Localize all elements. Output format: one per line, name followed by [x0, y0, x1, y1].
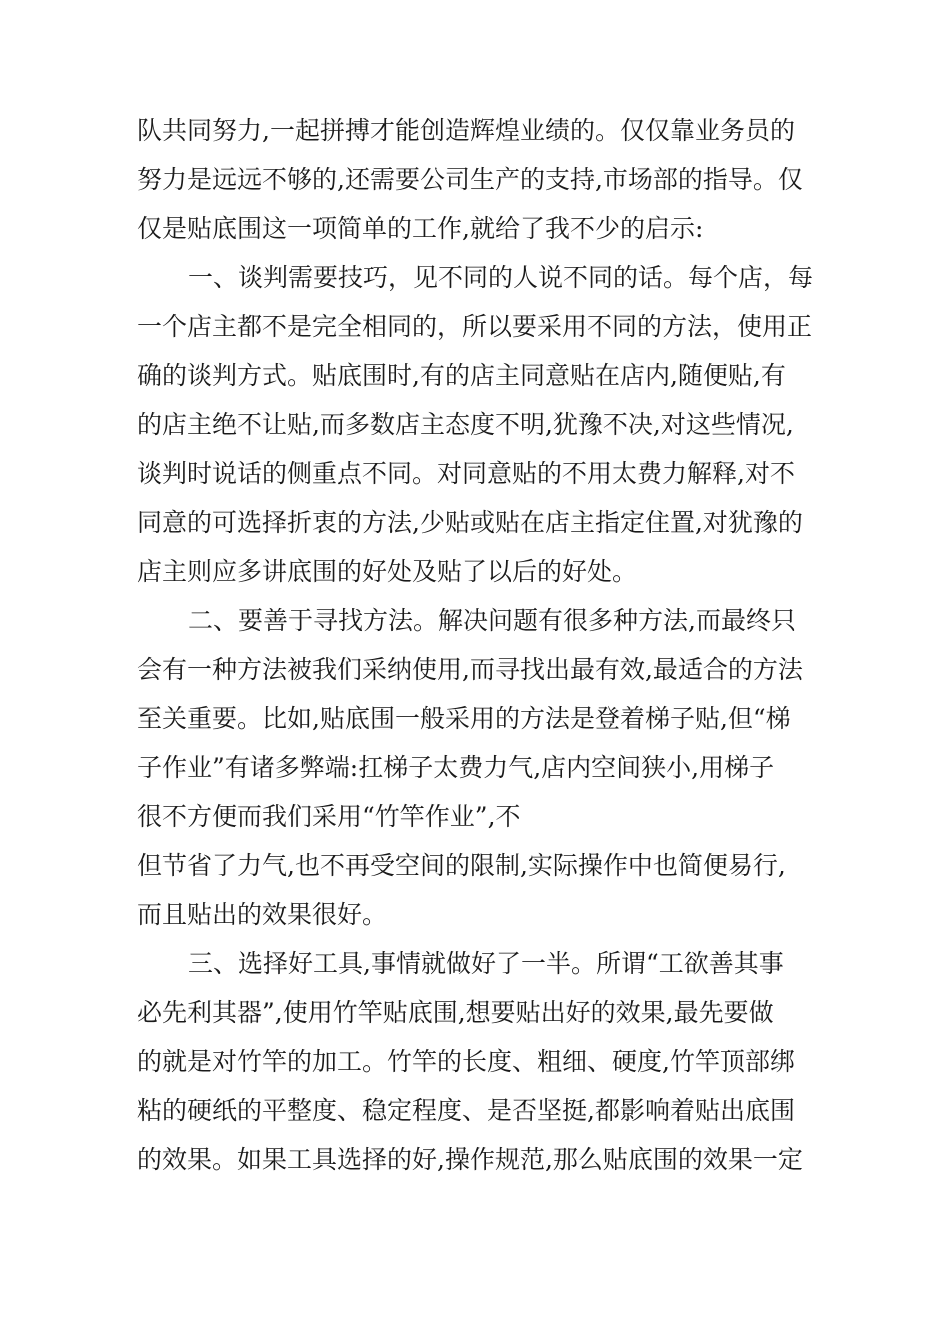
text-line: 但节省了力气,也不再受空间的限制,实际操作中也简便易行,	[137, 851, 786, 880]
text-line: 很不方便而我们采用“竹竿作业”,不	[137, 802, 521, 831]
text-line: 的店主绝不让贴,而多数店主态度不明,犹豫不决,对这些情况,	[137, 410, 794, 439]
text-line: 店主则应多讲底围的好处及贴了以后的好处。	[137, 557, 638, 586]
paragraph-two-start: 二、要善于寻找方法。解决问题有很多种方法,而最终只	[188, 606, 796, 635]
paragraph-three-start: 三、选择好工具,事情就做好了一半。所谓“工欲善其事	[188, 949, 784, 978]
text-line: 会有一种方法被我们采纳使用,而寻找出最有效,最适合的方法	[137, 655, 803, 684]
text-line: 粘的硬纸的平整度、稳定程度、是否坚挺,都影响着贴出底围	[137, 1096, 795, 1125]
text-line: 队共同努力,一起拼搏才能创造辉煌业绩的。仅仅靠业务员的	[137, 116, 795, 145]
text-line: 谈判时说话的侧重点不同。对同意贴的不用太费力解释,对不	[137, 459, 795, 488]
text-line: 而且贴出的效果很好。	[137, 900, 388, 929]
text-line: 努力是远远不够的,还需要公司生产的支持,市场部的指导。仅	[137, 165, 803, 194]
text-line: 的就是对竹竿的加工。竹竿的长度、粗细、硬度,竹竿顶部绑	[137, 1047, 795, 1076]
body-text	[137, 106, 837, 1184]
paragraph-one-start: 一、谈判需要技巧，见不同的人说不同的话。每个店，每	[188, 263, 814, 292]
text-line: 子作业”有诸多弊端:扛梯子太费力气,店内空间狭小,用梯子	[137, 753, 775, 782]
text-line: 确的谈判方式。贴底围时,有的店主同意贴在店内,随便贴,有	[137, 361, 786, 390]
text-line: 仅是贴底围这一项简单的工作,就给了我不少的启示:	[137, 214, 704, 243]
text-line: 至关重要。比如,贴底围一般采用的方法是登着梯子贴,但“梯	[137, 704, 791, 733]
text-line: 的效果。如果工具选择的好,操作规范,那么贴底围的效果一定	[137, 1145, 803, 1174]
text-line: 必先利其器”,使用竹竿贴底围,想要贴出好的效果,最先要做	[137, 998, 774, 1027]
text-line: 一个店主都不是完全相同的，所以要采用不同的方法，使用正	[137, 312, 813, 341]
text-line: 同意的可选择折衷的方法,少贴或贴在店主指定住置,对犹豫的	[137, 508, 803, 537]
